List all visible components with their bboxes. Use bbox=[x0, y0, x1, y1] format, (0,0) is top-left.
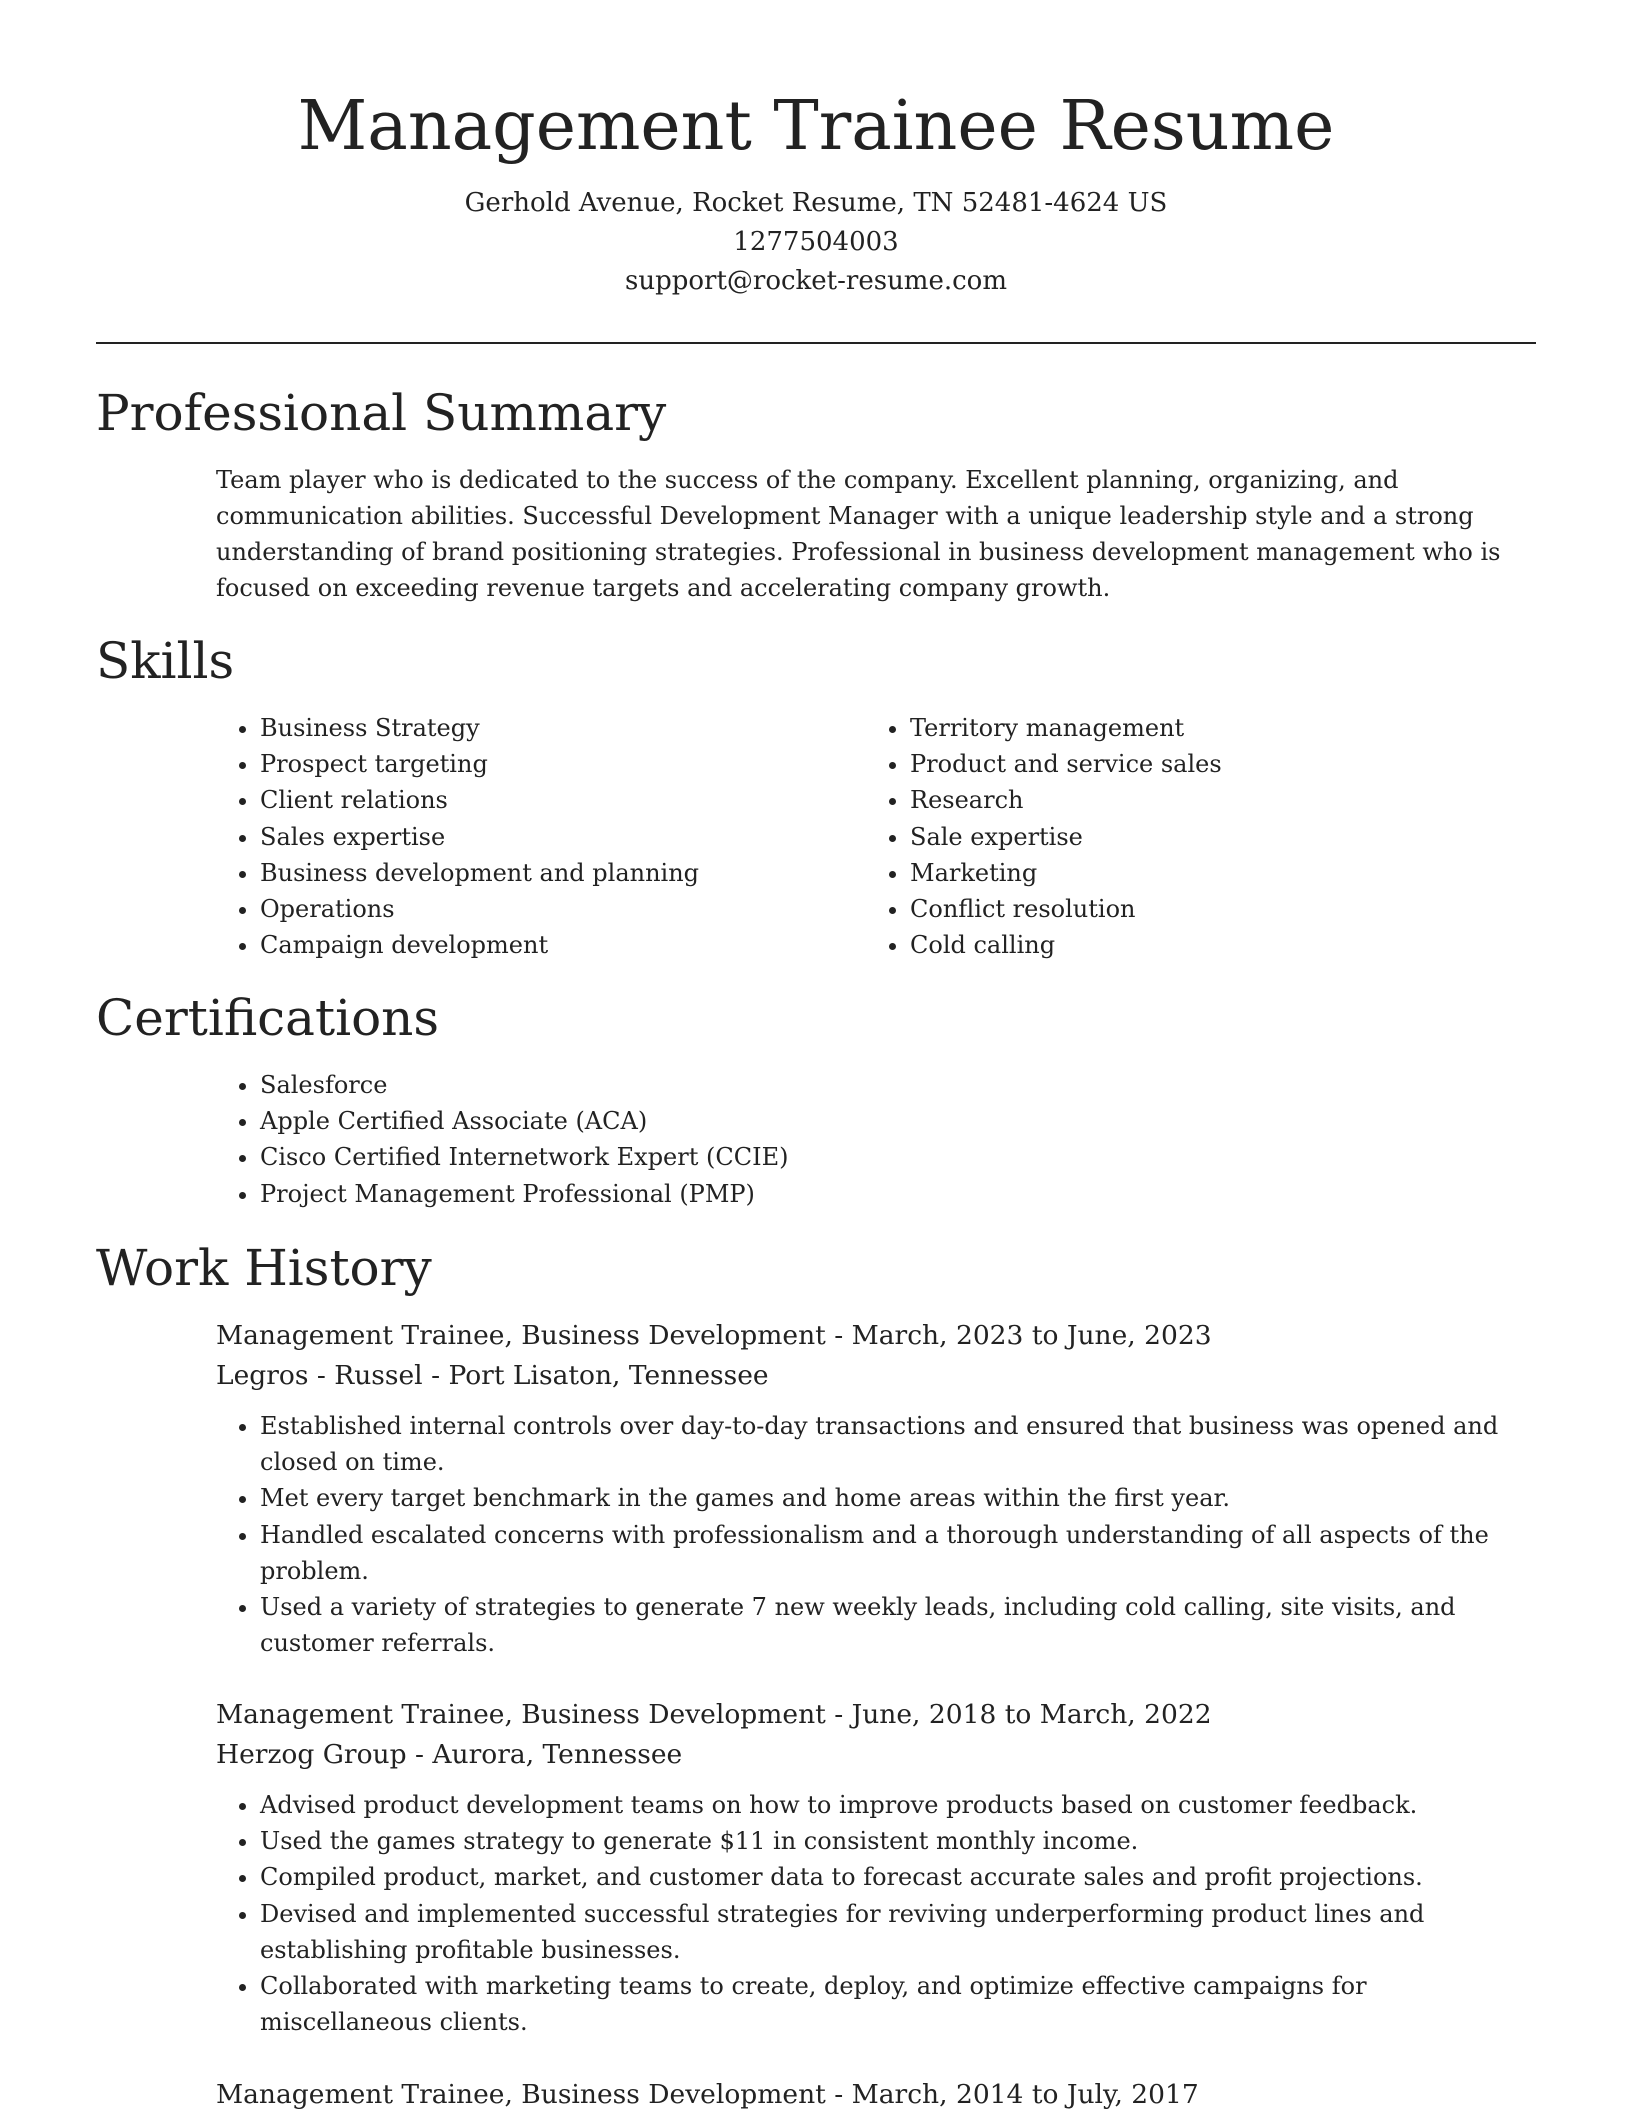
work-history-heading: Work History bbox=[96, 1239, 432, 1297]
skill-item: • Sales expertise bbox=[260, 819, 699, 855]
job-dates: - March, 2023 to June, 2023 bbox=[825, 1320, 1212, 1351]
job-bullet: • Met every target benchmark in the games and home areas within the first year. bbox=[260, 1480, 1536, 1516]
certification-item: • Salesforce bbox=[260, 1067, 788, 1103]
job-dates: - March, 2014 to July, 2017 bbox=[825, 2079, 1199, 2110]
job-title: Management Trainee, Business Development bbox=[216, 1699, 826, 1730]
contact-address: Gerhold Avenue, Rocket Resume, TN 52481-4624 US bbox=[464, 188, 1168, 218]
job-bullet: • Used a variety of strategies to generate 7 new weekly leads, including cold calling, site visits, and customer referrals. bbox=[260, 1589, 1536, 1661]
skill-item: • Cold calling bbox=[910, 927, 1222, 963]
job-bullet: • Handled escalated concerns with professionalism and a thorough understanding of all aspects of the problem. bbox=[260, 1517, 1536, 1589]
job-title: Management Trainee, Business Development bbox=[216, 2079, 826, 2110]
job-bullets bbox=[216, 1408, 1536, 1661]
skill-item: • Territory management bbox=[910, 710, 1222, 746]
skill-item: • Operations bbox=[260, 891, 699, 927]
skill-item: • Prospect targeting bbox=[260, 746, 699, 782]
skill-item: • Research bbox=[910, 782, 1222, 818]
header-divider bbox=[96, 342, 1536, 344]
skill-item: • Product and service sales bbox=[910, 746, 1222, 782]
job-bullet: • Used the games strategy to generate $11 in consistent monthly income. bbox=[260, 1823, 1536, 1859]
contact-phone: 1277504003 bbox=[733, 227, 899, 257]
job-entry bbox=[216, 1695, 1536, 2040]
skills-column-left bbox=[216, 710, 699, 963]
skills-heading: Skills bbox=[96, 632, 235, 690]
resume-header bbox=[0, 0, 1632, 301]
summary-heading: Professional Summary bbox=[96, 384, 667, 442]
skill-item: • Campaign development bbox=[260, 927, 699, 963]
skills-column-right bbox=[866, 710, 1222, 963]
skill-item: • Client relations bbox=[260, 782, 699, 818]
certifications-heading: Certifications bbox=[96, 989, 440, 1047]
job-bullet: • Compiled product, market, and customer data to forecast accurate sales and profit projections. bbox=[260, 1859, 1536, 1895]
job-bullet: • Established internal controls over day-to-day transactions and ensured that business was opened and closed on time. bbox=[260, 1408, 1536, 1480]
job-title-line bbox=[216, 1316, 1536, 1356]
contact-email[interactable]: support@rocket-resume.com bbox=[624, 266, 1007, 296]
summary-text: Team player who is dedicated to the success of the company. Excellent planning, organizing, and communication abilities. Successful Development Manager with a unique leadership style and a strong understanding of brand positioning strategies. Professional in business development management who is focused on exceeding revenue targets and accelerating company growth. bbox=[216, 466, 1501, 602]
job-bullet: • Advised product development teams on how to improve products based on customer feedback. bbox=[260, 1787, 1536, 1823]
certification-item: • Apple Certified Associate (ACA) bbox=[260, 1103, 788, 1139]
skill-item: • Marketing bbox=[910, 855, 1222, 891]
job-entry bbox=[216, 1316, 1536, 1661]
skill-item: • Sale expertise bbox=[910, 819, 1222, 855]
job-company-line bbox=[216, 1735, 1536, 1775]
job-title-line bbox=[216, 1695, 1536, 1735]
job-location: - Port Lisaton, Tennessee bbox=[422, 1360, 769, 1391]
skill-item: • Conflict resolution bbox=[910, 891, 1222, 927]
skill-item: • Business development and planning bbox=[260, 855, 699, 891]
job-company-line bbox=[216, 1356, 1536, 1396]
certifications-list bbox=[216, 1067, 788, 1212]
job-bullet: • Devised and implemented successful strategies for reviving underperforming product lines and establishing profitable businesses. bbox=[260, 1896, 1536, 1968]
job-dates: - June, 2018 to March, 2022 bbox=[825, 1699, 1212, 1730]
job-company: Herzog Group bbox=[216, 1739, 407, 1770]
job-location: - Aurora, Tennessee bbox=[406, 1739, 683, 1770]
job-company: Legros - Russel bbox=[216, 1360, 423, 1391]
job-title: Management Trainee, Business Development bbox=[216, 1320, 826, 1351]
job-title-line bbox=[216, 2075, 1536, 2115]
skill-item: • Business Strategy bbox=[260, 710, 699, 746]
job-bullet: • Collaborated with marketing teams to create, deploy, and optimize effective campaigns for miscellaneous clients. bbox=[260, 1968, 1536, 2040]
job-bullets bbox=[216, 1787, 1536, 2040]
resume-title: Management Trainee Resume bbox=[297, 87, 1335, 166]
certification-item: • Cisco Certified Internetwork Expert (CCIE) bbox=[260, 1139, 788, 1175]
certification-item: • Project Management Professional (PMP) bbox=[260, 1176, 788, 1212]
job-entry bbox=[216, 2075, 1536, 2115]
